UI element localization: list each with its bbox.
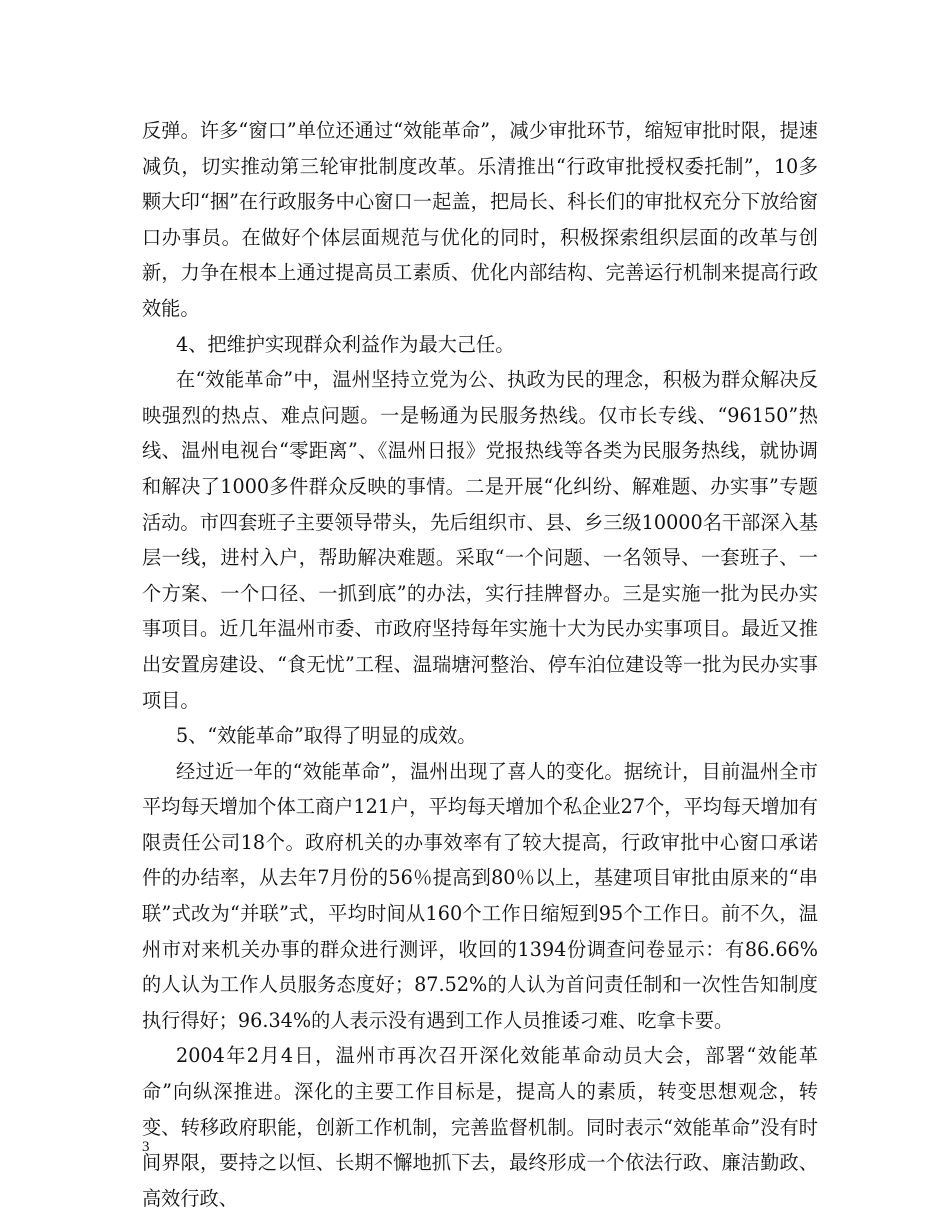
paragraph-4-heading: 5、“效能革命”取得了明显的成效。 xyxy=(176,724,477,748)
paragraph-1: 反弹。许多“窗口”单位还通过“效能革命”，减少审批环节，缩短审批时限，提速减负，切实推动第三轮审批制度改革。乐清推出“行政审批授权委托制”，10多颗大印“捆”在行政服务中心窗口一起盖，把局长、科长们的审批权充分下放给窗口办事员。在做好个体层面规范与优化的同时，积极探索组织层面的改革与创新，力争在根本上通过提高员工素质、优化内部结构、完善运行机制来提高行政效能。 xyxy=(142,119,818,320)
paragraph-2-heading: 4、把维护实现群众利益作为最大己任。 xyxy=(176,332,515,356)
paragraph-5: 经过近一年的“效能革命”，温州出现了喜人的变化。据统计，目前温州全市平均每天增加个体工商户121户，平均每天增加个私企业27个，平均每天增加有限责任公司18个。政府机关的办事效率有了较大提高，行政审批中心窗口承诺件的办结率，从去年7月份的56％提高到80％以上，基建项目审批由原来的“串联”式改为“并联”式，平均时间从160个工作日缩短到95个工作日。前不久，温州市对来机关办事的群众进行测评，收回的1394份调查问卷显示：有86.66%的人认为工作人员服务态度好；87.52%的人认为首问责任制和一次性告知制度执行得好；96.34%的人表示没有遇到工作人员推诿刁难、吃拿卡要。 xyxy=(142,759,818,1032)
page-number: 3 xyxy=(142,1139,150,1155)
body-text xyxy=(142,113,818,1216)
paragraph-6: 2004年2月4日，温州市再次召开深化效能革命动员大会，部署“效能革命”向纵深推进。深化的主要工作目标是，提高人的素质，转变思想观念，转变、转移政府职能，创新工作机制，完善监督机制。同时表示“效能革命”没有时间界限，要持之以恒、长期不懈地抓下去，最终形成一个依法行政、廉洁勤政、高效行政、 xyxy=(142,1044,818,1210)
paragraph-3: 在“效能革命”中，温州坚持立党为公、执政为民的理念，积极为群众解决反映强烈的热点、难点问题。一是畅通为民服务热线。仅市长专线、“96150”热线、温州电视台“零距离”、《温州日报》党报热线等各类为民服务热线，就协调和解决了1000多件群众反映的事情。二是开展“化纠纷、解难题、办实事”专题活动。市四套班子主要领导带头，先后组织市、县、乡三级10000名干部深入基层一线，进村入户，帮助解决难题。采取“一个问题、一名领导、一套班子、一个方案、一个口径、一抓到底”的办法，实行挂牌督办。三是实施一批为民办实事项目。近几年温州市委、市政府坚持每年实施十大为民办实事项目。最近又推出安置房建设、“食无忧”工程、温瑞塘河整治、停车泊位建设等一批为民办实事项目。 xyxy=(142,368,818,712)
